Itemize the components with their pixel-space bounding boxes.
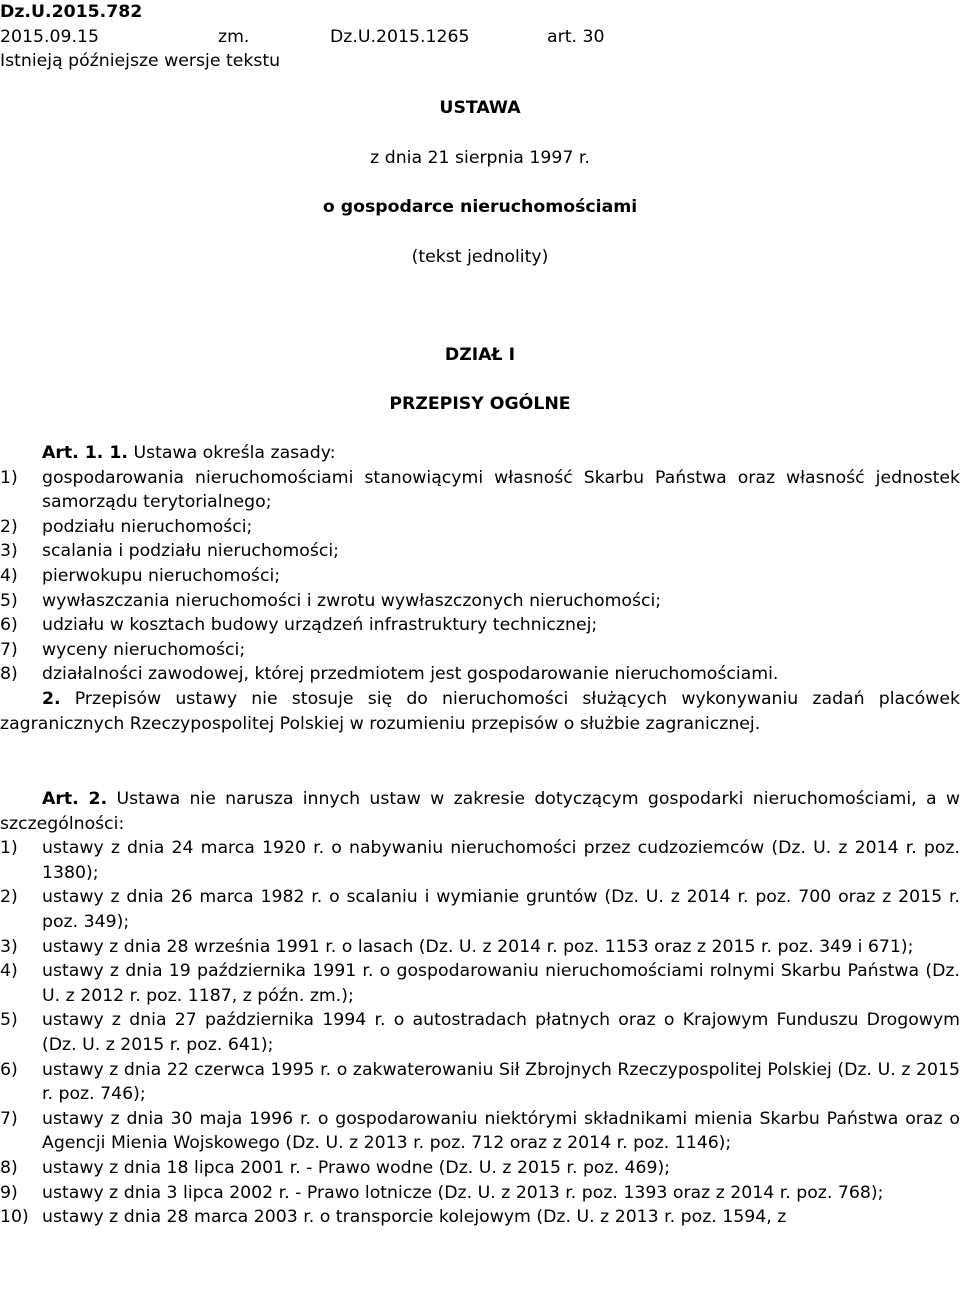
list-item-text: ustawy z dnia 28 marca 2003 r. o transporcie kolejowym (Dz. U. z 2013 r. poz. 1594, z	[42, 1207, 787, 1228]
list-item-number: 6)	[0, 1059, 18, 1080]
amendment-label: zm.	[218, 26, 250, 47]
list-item-number: 3)	[0, 936, 18, 957]
list-item-number: 6)	[0, 615, 18, 636]
list-item-text: ustawy z dnia 26 marca 1982 r. o scalaniu i wymianie gruntów (Dz. U. z 2014 r. poz. 700 oraz z 2015 r. poz. 349);	[42, 887, 960, 932]
list-item	[0, 1181, 960, 1206]
article-1	[0, 441, 960, 736]
list-item	[0, 935, 960, 960]
list-item-number: 2)	[0, 887, 18, 908]
list-item	[0, 836, 960, 885]
list-item-number: 5)	[0, 1010, 18, 1031]
act-type: (tekst jednolity)	[411, 247, 549, 267]
list-item	[0, 1058, 960, 1107]
article-1-intro-text: Ustawa określa zasady:	[133, 443, 336, 463]
list-item-number: 2)	[0, 516, 18, 537]
list-item-number: 9)	[0, 1182, 18, 1203]
list-item-number: 7)	[0, 639, 18, 660]
list-item	[0, 662, 960, 687]
act-date: z dnia 21 sierpnia 1997 r.	[370, 148, 590, 168]
list-item	[0, 885, 960, 934]
list-item-number: 4)	[0, 565, 18, 586]
list-item	[0, 959, 960, 1008]
list-item-text: wywłaszczania nieruchomości i zwrotu wywłaszczonych nieruchomości;	[42, 590, 662, 611]
article-1-intro	[0, 441, 960, 466]
paragraph-2-number: 2.	[42, 688, 61, 709]
amendment-reference: Dz.U.2015.1265	[330, 26, 470, 47]
list-item-text: pierwokupu nieruchomości;	[42, 565, 281, 586]
list-item	[0, 539, 960, 564]
article-1-heading: Art. 1. 1.	[42, 443, 128, 463]
list-item	[0, 589, 960, 614]
article-2	[0, 787, 960, 1230]
list-item-text: ustawy z dnia 28 września 1991 r. o lasach (Dz. U. z 2014 r. poz. 1153 oraz z 2015 r. poz. 349 i 671);	[42, 936, 914, 957]
list-item-number: 5)	[0, 590, 18, 611]
list-item-number: 1)	[0, 467, 18, 488]
list-item	[0, 638, 960, 663]
list-item-text: podziału nieruchomości;	[42, 516, 253, 537]
later-versions-notice: Istnieją późniejsze wersje tekstu	[0, 51, 281, 72]
act-title: USTAWA	[439, 98, 521, 118]
list-item	[0, 1156, 960, 1181]
list-item-text: działalności zawodowej, której przedmiotem jest gospodarowanie nieruchomościami.	[42, 664, 779, 685]
document-reference: Dz.U.2015.782	[0, 2, 143, 22]
amendment-article: art. 30	[547, 26, 605, 47]
list-item-number: 10)	[0, 1207, 29, 1228]
list-item	[0, 515, 960, 540]
list-item-text: ustawy z dnia 18 lipca 2001 r. - Prawo wodne (Dz. U. z 2015 r. poz. 469);	[42, 1157, 671, 1178]
list-item-text: gospodarowania nieruchomościami stanowiącymi własność Skarbu Państwa oraz własność jednostek samorządu terytorialnego;	[42, 467, 960, 513]
division-number: DZIAŁ I	[444, 345, 516, 365]
article-2-intro	[0, 787, 960, 836]
list-item-number: 8)	[0, 664, 18, 685]
version-date: 2015.09.15	[0, 26, 99, 47]
list-item-number: 7)	[0, 1108, 18, 1129]
list-item-text: ustawy z dnia 27 października 1994 r. o autostradach płatnych oraz o Krajowym Funduszu Drogowym (Dz. U. z 2015 r. poz. 641);	[42, 1010, 960, 1055]
document-header	[0, 0, 960, 74]
list-item-text: ustawy z dnia 19 października 1991 r. o gospodarowaniu nieruchomościami rolnymi Skarbu Państwa (Dz. U. z 2012 r. poz. 1187, z późn. zm.);	[42, 961, 960, 1006]
list-item	[0, 1107, 960, 1156]
list-item	[0, 613, 960, 638]
list-item-number: 8)	[0, 1157, 18, 1178]
paragraph-2-text: Przepisów ustawy nie stosuje się do nieruchomości służących wykonywaniu zadań placówek zagranicznych Rzeczypospolitej Polskiej w rozumieniu przepisów o służbie zagranicznej.	[0, 688, 960, 734]
list-item-text: ustawy z dnia 30 maja 1996 r. o gospodarowaniu niektórymi składnikami mienia Skarbu Państwa oraz o Agencji Mienia Wojskowego (Dz. U. z 2013 r. poz. 712 oraz z 2014 r. poz. 1146);	[42, 1108, 960, 1154]
list-item-text: wyceny nieruchomości;	[42, 639, 246, 660]
list-item-number: 4)	[0, 961, 18, 982]
list-item-number: 1)	[0, 838, 18, 859]
article-2-list	[0, 836, 960, 1230]
list-item	[0, 564, 960, 589]
article-1-paragraph-2	[0, 687, 960, 736]
article-1-list	[0, 466, 960, 687]
article-2-heading: Art. 2.	[42, 789, 108, 809]
list-item	[0, 1008, 960, 1057]
list-item-text: udziału w kosztach budowy urządzeń infrastruktury technicznej;	[42, 615, 598, 636]
act-subject: o gospodarce nieruchomościami	[322, 197, 638, 217]
list-item-text: ustawy z dnia 3 lipca 2002 r. - Prawo lotnicze (Dz. U. z 2013 r. poz. 1393 oraz z 2014 r. poz. 768);	[42, 1182, 884, 1203]
list-item-text: ustawy z dnia 24 marca 1920 r. o nabywaniu nieruchomości przez cudzoziemców (Dz. U. z 2014 r. poz. 1380);	[42, 838, 960, 883]
list-item	[0, 1205, 960, 1230]
article-2-intro-text: Ustawa nie narusza innych ustaw w zakresie dotyczącym gospodarki nieruchomościami, a w szczególności:	[0, 789, 960, 834]
list-item	[0, 466, 960, 515]
list-item-text: ustawy z dnia 22 czerwca 1995 r. o zakwaterowaniu Sił Zbrojnych Rzeczypospolitej Polskiej (Dz. U. z 2015 r. poz. 746);	[42, 1059, 960, 1105]
list-item-number: 3)	[0, 541, 18, 562]
division-title: PRZEPISY OGÓLNE	[389, 394, 571, 414]
list-item-text: scalania i podziału nieruchomości;	[42, 541, 339, 562]
